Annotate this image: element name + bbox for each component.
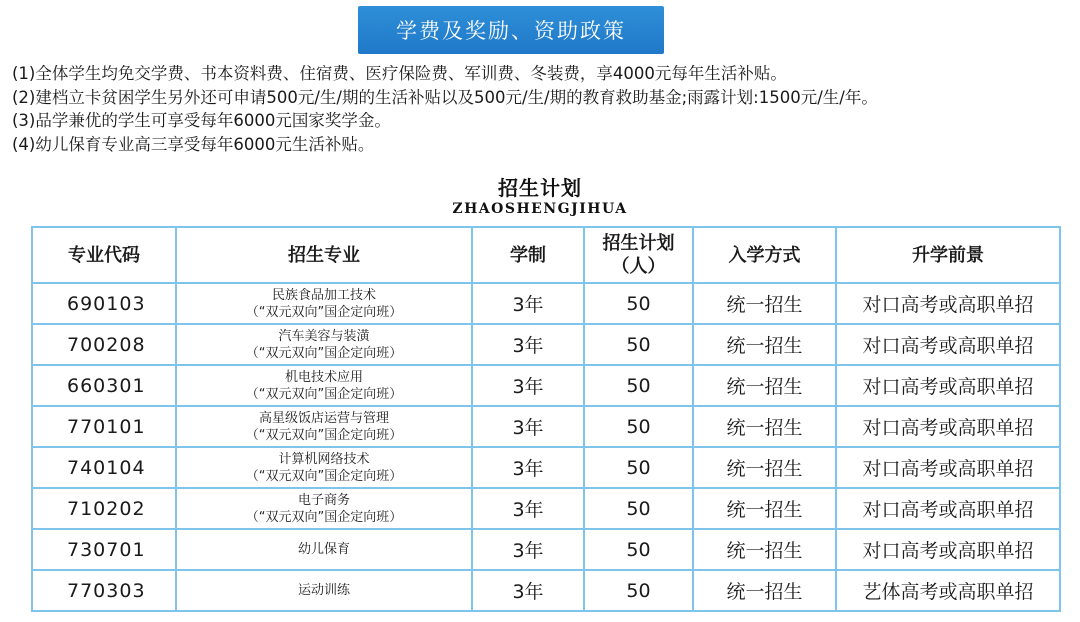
table-row xyxy=(32,365,1060,406)
major-cell xyxy=(176,324,472,365)
quota: 50 xyxy=(584,365,693,406)
header-code: 专业代码 xyxy=(32,227,176,283)
major-code: 770101 xyxy=(32,406,176,447)
major-name: 计算机网络技术 xyxy=(278,451,370,467)
career-path: 对口高考或高职单招 xyxy=(836,324,1060,365)
major-code: 700208 xyxy=(32,324,176,365)
career-path: 对口高考或高职单招 xyxy=(836,529,1060,570)
header-major: 招生专业 xyxy=(176,227,472,283)
study-years: 3年 xyxy=(472,529,584,570)
career-path: 对口高考或高职单招 xyxy=(836,447,1060,488)
study-years: 3年 xyxy=(472,447,584,488)
plan-title: 招生计划 xyxy=(498,176,582,200)
banner-title: 学费及奖励、资助政策 xyxy=(396,19,626,43)
major-name: 机电技术应用 xyxy=(284,369,363,385)
policy-item: (1)全体学生均免交学费、书本资料费、住宿费、医疗保险费、军训费、冬装费，享4000元每年生活补贴。 xyxy=(12,64,787,83)
major-code: 710202 xyxy=(32,488,176,529)
quota: 50 xyxy=(584,447,693,488)
table-row xyxy=(32,488,1060,529)
quota: 50 xyxy=(584,570,693,611)
major-cell xyxy=(176,488,472,529)
major-note: （“双元双向”国企定向班） xyxy=(245,345,403,361)
header-mode: 入学方式 xyxy=(693,227,836,283)
policy-item: (3)品学兼优的学生可享受每年6000元国家奖学金。 xyxy=(12,111,391,130)
major-cell xyxy=(176,447,472,488)
plan-subtitle: ZHAOSHENGJIHUA xyxy=(452,201,628,217)
header-quota xyxy=(584,227,693,283)
major-name: 汽车美容与装潢 xyxy=(278,328,370,344)
major-name: 电子商务 xyxy=(297,492,350,508)
major-cell xyxy=(176,365,472,406)
policy-item: (2)建档立卡贫困学生另外还可申请500元/生/期的生活补贴以及500元/生/期的教育救助基金;雨露计划:1500元/生/年。 xyxy=(12,87,878,107)
major-code: 730701 xyxy=(32,529,176,570)
admission-mode: 统一招生 xyxy=(693,283,836,324)
study-years: 3年 xyxy=(472,283,584,324)
quota: 50 xyxy=(584,529,693,570)
major-cell xyxy=(176,570,472,611)
admission-mode: 统一招生 xyxy=(693,447,836,488)
major-name: 民族食品加工技术 xyxy=(271,287,376,303)
header-quota-line2: （人） xyxy=(611,256,666,277)
admission-mode: 统一招生 xyxy=(693,570,836,611)
major-name: 运动训练 xyxy=(297,583,350,598)
career-path: 对口高考或高职单招 xyxy=(836,488,1060,529)
admission-mode: 统一招生 xyxy=(693,529,836,570)
table-row xyxy=(32,447,1060,488)
major-cell xyxy=(176,283,472,324)
admission-mode: 统一招生 xyxy=(693,488,836,529)
career-path: 对口高考或高职单招 xyxy=(836,365,1060,406)
major-name: 高星级饭店运营与管理 xyxy=(258,410,389,426)
admission-mode: 统一招生 xyxy=(693,324,836,365)
study-years: 3年 xyxy=(472,406,584,447)
table-row xyxy=(32,324,1060,365)
header-path: 升学前景 xyxy=(836,227,1060,283)
major-code: 690103 xyxy=(32,283,176,324)
table-row xyxy=(32,283,1060,324)
major-note: （“双元双向”国企定向班） xyxy=(245,427,403,443)
quota: 50 xyxy=(584,283,693,324)
study-years: 3年 xyxy=(472,488,584,529)
study-years: 3年 xyxy=(472,324,584,365)
career-path: 对口高考或高职单招 xyxy=(836,283,1060,324)
quota: 50 xyxy=(584,324,693,365)
admission-mode: 统一招生 xyxy=(693,365,836,406)
policy-list xyxy=(12,62,1072,156)
policy-item: (4)幼儿保育专业高三享受每年6000元生活补贴。 xyxy=(12,134,375,154)
table-header-row xyxy=(32,227,1060,283)
major-note: （“双元双向”国企定向班） xyxy=(245,509,403,525)
major-note: （“双元双向”国企定向班） xyxy=(245,304,403,320)
major-cell xyxy=(176,406,472,447)
quota: 50 xyxy=(584,406,693,447)
quota: 50 xyxy=(584,488,693,529)
table-row xyxy=(32,570,1060,611)
major-note: （“双元双向”国企定向班） xyxy=(245,386,403,402)
major-code: 740104 xyxy=(32,447,176,488)
study-years: 3年 xyxy=(472,365,584,406)
policy-banner xyxy=(358,6,664,54)
career-path: 对口高考或高职单招 xyxy=(836,406,1060,447)
career-path: 艺体高考或高职单招 xyxy=(836,570,1060,611)
major-code: 770303 xyxy=(32,570,176,611)
header-years: 学制 xyxy=(472,227,584,283)
enrollment-table xyxy=(31,226,1061,612)
major-name: 幼儿保育 xyxy=(297,542,350,557)
study-years: 3年 xyxy=(472,570,584,611)
header-quota-line1: 招生计划 xyxy=(602,233,675,254)
table-row xyxy=(32,529,1060,570)
major-note: （“双元双向”国企定向班） xyxy=(245,468,403,484)
admission-mode: 统一招生 xyxy=(693,406,836,447)
major-cell xyxy=(176,529,472,570)
major-code: 660301 xyxy=(32,365,176,406)
table-row xyxy=(32,406,1060,447)
